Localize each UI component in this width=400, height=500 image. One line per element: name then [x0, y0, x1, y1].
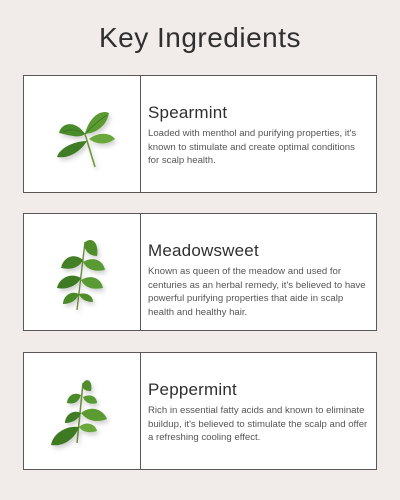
ingredient-description: Rich in essential fatty acids and known to eliminate buildup, it's believed to stimulate the scalp and offer a refreshing cooling effect. — [148, 405, 368, 444]
spearmint-leaf-icon — [37, 89, 127, 179]
ingredient-image — [24, 214, 141, 330]
ingredient-name: Peppermint — [148, 380, 237, 399]
ingredient-name: Spearmint — [148, 103, 228, 122]
ingredient-card-meadowsweet — [23, 213, 377, 331]
meadowsweet-leaf-icon — [37, 222, 127, 322]
ingredient-description: Loaded with menthol and purifying properties, it's known to stimulate and create optimal conditions for scalp health. — [148, 128, 357, 167]
ingredient-name: Meadowsweet — [148, 241, 259, 260]
ingredient-description: Known as queen of the meadow and used for centuries as an herbal remedy, it's believed to have powerful purifying properties that aide in scalp health and healthy hair. — [148, 266, 366, 318]
ingredient-card-spearmint — [23, 75, 377, 193]
ingredient-image — [24, 353, 141, 469]
ingredient-image — [24, 76, 141, 192]
ingredient-card-peppermint — [23, 352, 377, 470]
peppermint-leaf-icon — [37, 361, 127, 461]
page-title: Key Ingredients — [98, 22, 302, 53]
